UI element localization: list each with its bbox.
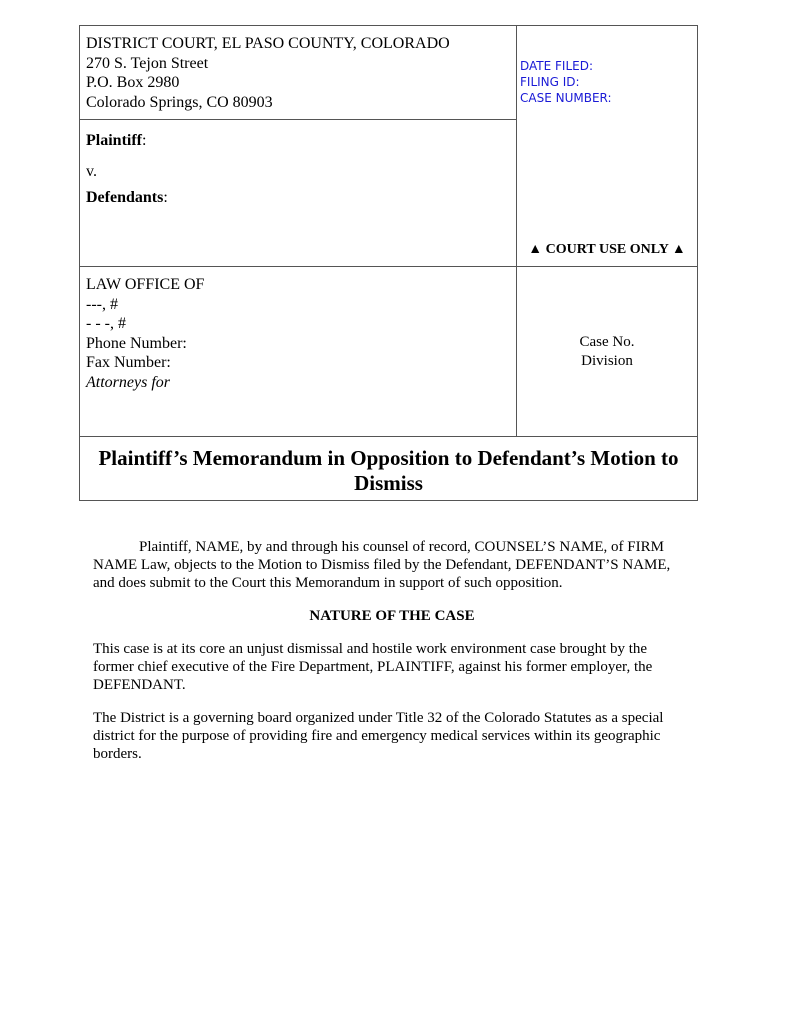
court-info-cell [80,26,517,120]
plaintiff-line [86,132,516,150]
law-office: LAW OFFICE OF [86,276,205,293]
section-heading: NATURE OF THE CASE [309,608,475,624]
body-paragraph: This case is at its core an unjust dismissal and hostile work environment case brought by the former chief executive of the Fire Department, PLAINTIFF, against his former employer, the DEFENDANT. [93,641,653,693]
defendants-line [86,189,516,207]
division-label: Division [581,353,633,369]
attorney-line-1: ---, # [86,295,118,313]
filing-stamp-cell [517,26,697,266]
phone-number: Phone Number: [86,334,187,352]
defendants-colon: : [163,189,168,206]
attorney-line-2: - - -, # [86,315,126,332]
court-use-only: ▲ COURT USE ONLY ▲ [528,242,686,257]
intro-paragraph: Plaintiff, NAME, by and through his counsel of record, COUNSEL’S NAME, of FIRM NAME Law, objects to the Motion to Dismiss filed by the Defendant, DEFENDANT’S NAME, and does submit to the Court this Memorandum in support of such opposition. [93,539,671,591]
attorney-cell [80,266,517,436]
date-filed-label: DATE FILED: [520,59,594,73]
fax-number: Fax Number: [86,354,171,371]
parties-cell [80,120,517,266]
court-city: Colorado Springs, CO 80903 [86,93,273,111]
attorneys-for [86,373,516,393]
case-no-label: Case No. [579,334,635,350]
court-po-box: P.O. Box 2980 [86,74,180,91]
case-number-cell [517,266,697,436]
filing-id-label: FILING ID: [520,75,580,89]
versus: v. [86,163,97,180]
case-number-label: CASE NUMBER: [520,91,612,105]
court-street: 270 S. Tejon Street [86,54,209,72]
body-paragraph: The District is a governing board organized under Title 32 of the Colorado Statutes as a special district for the purpose of providing fire and emergency medical services within its geographic borders. [93,710,664,762]
attorneys-for-text: Attorneys for [86,373,170,391]
court-name: DISTRICT COURT, EL PASO COUNTY, COLORADO [86,35,450,52]
plaintiff-colon: : [142,132,147,149]
caption-table [79,25,698,501]
plaintiff-label: Plaintiff [86,132,142,149]
defendants-label: Defendants [86,189,164,206]
document-body [93,538,691,778]
document-title: Plaintiff’s Memorandum in Opposition to Defendant’s Motion to Dismiss [80,436,697,500]
